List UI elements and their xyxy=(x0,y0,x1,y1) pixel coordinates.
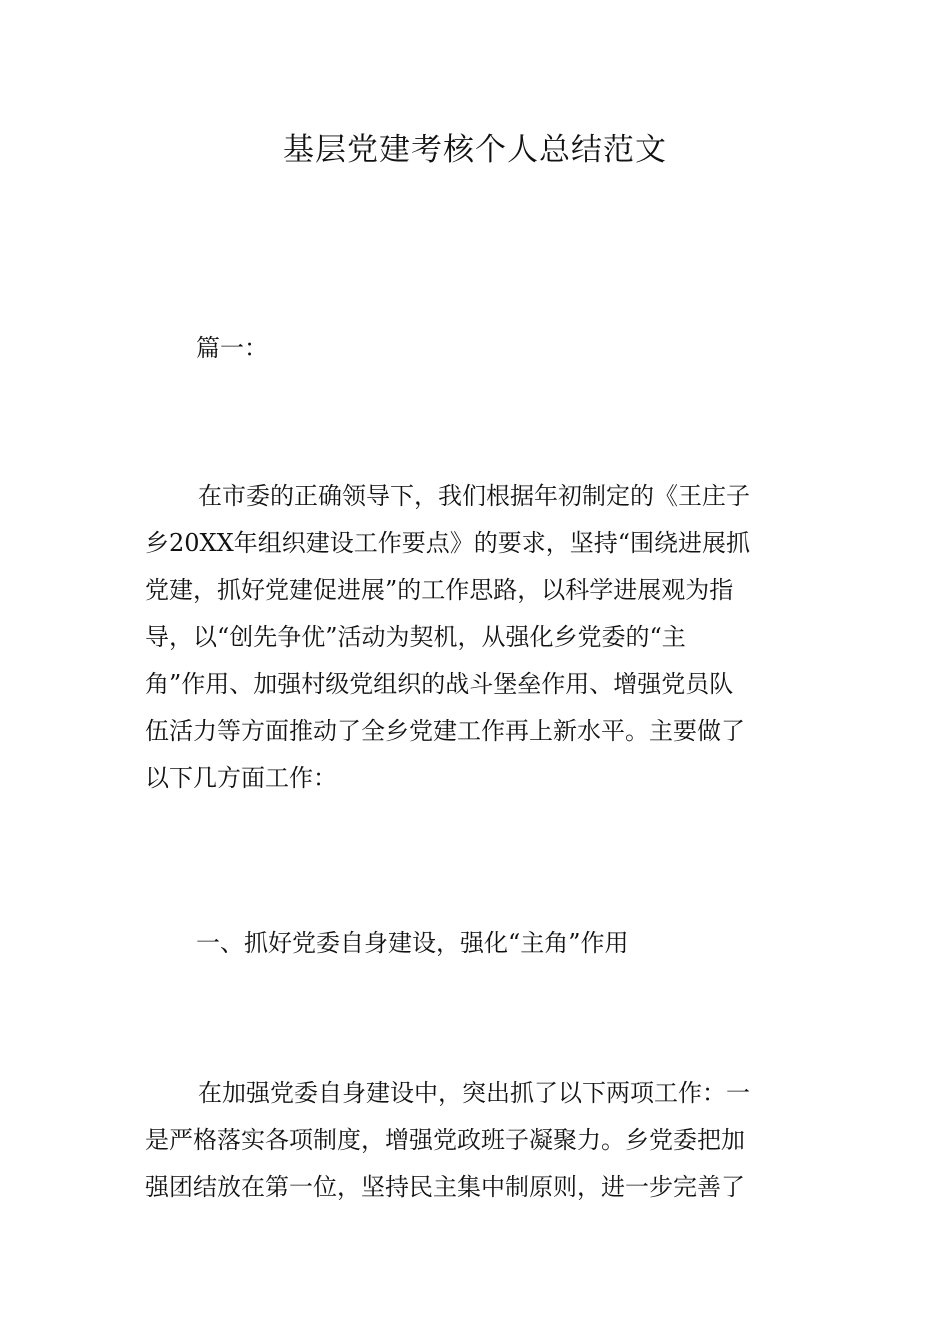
paragraph-line: 导，以“创先争优”活动为契机，从强化乡党委的“主 xyxy=(145,623,686,651)
paragraph-line: 党建，抓好党建促进展”的工作思路，以科学进展观为指 xyxy=(145,576,734,604)
section-heading-1: 一、抓好党委自身建设，强化“主角”作用 xyxy=(196,929,629,957)
paragraph-line: 角”作用、加强村级党组织的战斗堡垒作用、增强党员队 xyxy=(145,670,734,698)
paragraph-line: 以下几方面工作： xyxy=(145,764,337,792)
document-title: 基层党建考核个人总结范文 xyxy=(283,132,667,168)
paragraph-line: 是严格落实各项制度，增强党政班子凝聚力。乡党委把加 xyxy=(145,1126,745,1154)
paragraph-intro xyxy=(145,473,810,802)
paragraph-line: 伍活力等方面推动了全乡党建工作再上新水平。主要做了 xyxy=(145,717,745,745)
paragraph-line: 在市委的正确领导下，我们根据年初制定的《王庄子 xyxy=(198,482,750,510)
paragraph-section-1 xyxy=(145,1070,810,1211)
paragraph-line: 在加强党委自身建设中，突出抓了以下两项工作：一 xyxy=(198,1079,750,1107)
section-label: 篇一： xyxy=(196,334,268,362)
paragraph-line: 乡20XX年组织建设工作要点》的要求，坚持“围绕进展抓 xyxy=(145,529,750,557)
paragraph-line: 强团结放在第一位，坚持民主集中制原则，进一步完善了 xyxy=(145,1173,745,1201)
